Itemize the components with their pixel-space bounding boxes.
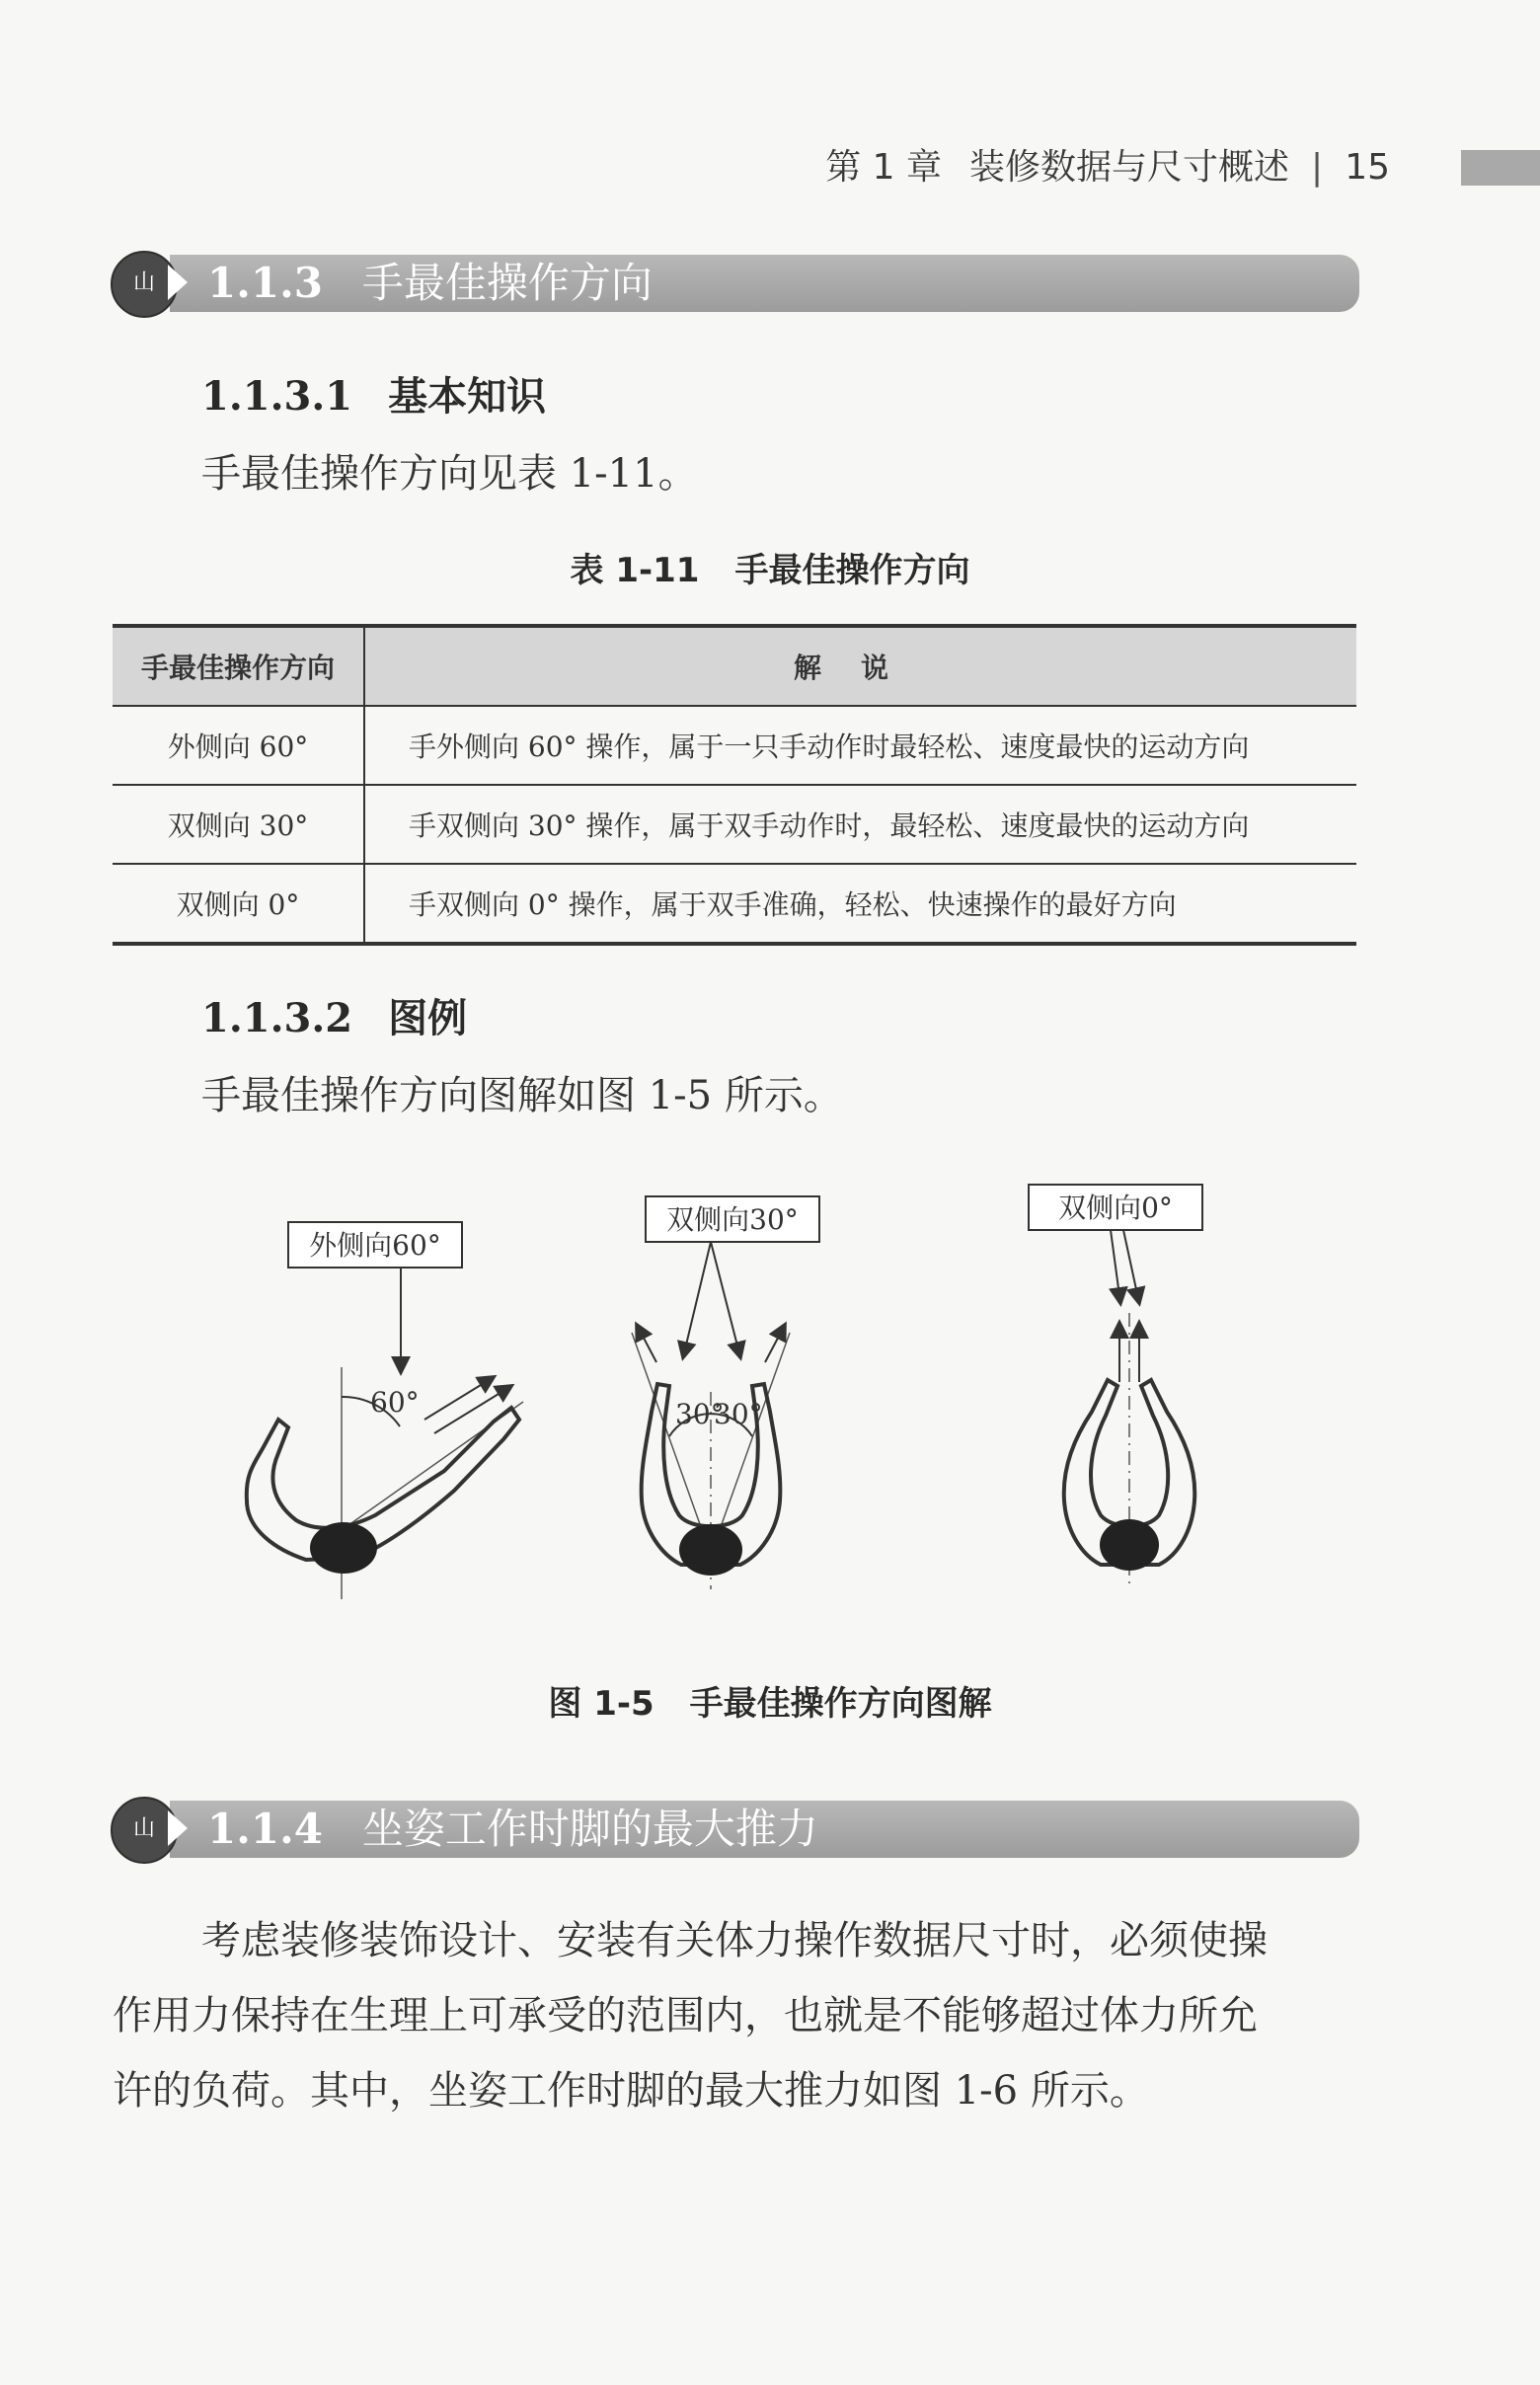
direction-line-right — [711, 1333, 790, 1555]
figure-caption — [0, 1676, 1540, 1725]
paragraph-line: 作用力保持在生理上可承受的范围内，也就是不能够超过体力所允 — [113, 1993, 1258, 2039]
mountain-icon: 山 — [111, 1797, 178, 1864]
angle-60-label: 60° — [370, 1386, 420, 1419]
section-number: 1.1.4 — [207, 1805, 323, 1853]
figure-caption-number: 图 1-5 — [548, 1684, 654, 1724]
section-number: 1.1.3 — [207, 259, 323, 307]
table-caption — [0, 543, 1540, 591]
subsection-number: 1.1.3.1 — [201, 373, 353, 420]
table-header-row — [113, 626, 1356, 706]
label-double-0: 双侧向0° — [1058, 1192, 1173, 1224]
section-title: 手最佳操作方向 — [361, 259, 653, 307]
figure-caption-title: 手最佳操作方向图解 — [689, 1684, 992, 1724]
header-separator: | — [1311, 147, 1324, 188]
chapter-title: 装修数据与尺寸概述 — [969, 147, 1290, 188]
pointer-arrow — [711, 1242, 740, 1357]
motion-arrow — [424, 1377, 494, 1420]
direction-line-left — [632, 1333, 711, 1555]
cell-explanation: 手外侧向 60° 操作，属于一只手动作时最轻松、速度最快的运动方向 — [364, 706, 1356, 785]
label-outward-60: 外侧向60° — [309, 1229, 441, 1262]
head-shape — [310, 1522, 377, 1574]
paragraph — [113, 1903, 1361, 2128]
arms-outline — [247, 1408, 519, 1560]
panel-double-30 — [632, 1196, 819, 1589]
mountain-icon: 山 — [111, 251, 178, 318]
section-title: 坐姿工作时脚的最大推力 — [361, 1805, 818, 1853]
head-shape — [679, 1524, 742, 1576]
cell-explanation: 手双侧向 0° 操作，属于双手准确，轻松、快速操作的最好方向 — [364, 864, 1356, 944]
subsection-heading-1-1-3-2 — [201, 987, 467, 1043]
subsection-number: 1.1.3.2 — [201, 995, 353, 1041]
pointer-arrow — [1123, 1230, 1139, 1303]
running-header — [0, 138, 1540, 197]
section-heading-1-1-3 — [111, 251, 1359, 316]
motion-arrow — [434, 1386, 511, 1433]
header-explanation: 解说 — [364, 626, 1356, 706]
arrow-icon — [168, 265, 188, 300]
table-row — [113, 785, 1356, 864]
angle-30-right-label: 30° — [714, 1398, 763, 1430]
panel-double-0 — [1029, 1185, 1202, 1589]
pointer-arrow — [1111, 1230, 1120, 1303]
subsection-heading-1-1-3-1 — [201, 365, 546, 422]
head-shape — [1100, 1519, 1159, 1571]
cell-direction: 双侧向 30° — [113, 785, 364, 864]
subsection-title: 图例 — [388, 995, 468, 1041]
panel-outward-60 — [247, 1222, 523, 1599]
paragraph-line: 许的负荷。其中，坐姿工作时脚的最大推力如图 1-6 所示。 — [113, 2068, 1149, 2114]
table-caption-number: 表 1-11 — [570, 551, 700, 590]
body-text: 手最佳操作方向见表 1-11。 — [201, 451, 698, 497]
paragraph-line: 考虑装修装饰设计、安装有关体力操作数据尺寸时，必须使操 — [201, 1918, 1268, 1963]
page-number: 15 — [1345, 147, 1390, 188]
table-row — [113, 864, 1356, 944]
direction-table — [113, 624, 1356, 946]
pointer-arrow — [683, 1242, 711, 1357]
arrow-icon — [168, 1810, 188, 1846]
figure-hand-directions — [197, 1175, 1244, 1629]
angle-30-left-label: 30° — [675, 1398, 725, 1430]
subsection-title: 基本知识 — [388, 373, 547, 420]
cell-explanation: 手双侧向 30° 操作，属于双手动作时，最轻松、速度最快的运动方向 — [364, 785, 1356, 864]
thumb-tab — [1461, 150, 1540, 186]
header-direction: 手最佳操作方向 — [113, 626, 364, 706]
section-heading-1-1-4 — [111, 1797, 1359, 1862]
cell-direction: 双侧向 0° — [113, 864, 364, 944]
table-caption-title: 手最佳操作方向 — [734, 551, 970, 590]
body-text: 手最佳操作方向图解如图 1-5 所示。 — [201, 1073, 843, 1118]
table-row — [113, 706, 1356, 785]
label-double-30: 双侧向30° — [666, 1203, 799, 1236]
chapter-number: 第 1 章 — [825, 147, 943, 188]
cell-direction: 外侧向 60° — [113, 706, 364, 785]
